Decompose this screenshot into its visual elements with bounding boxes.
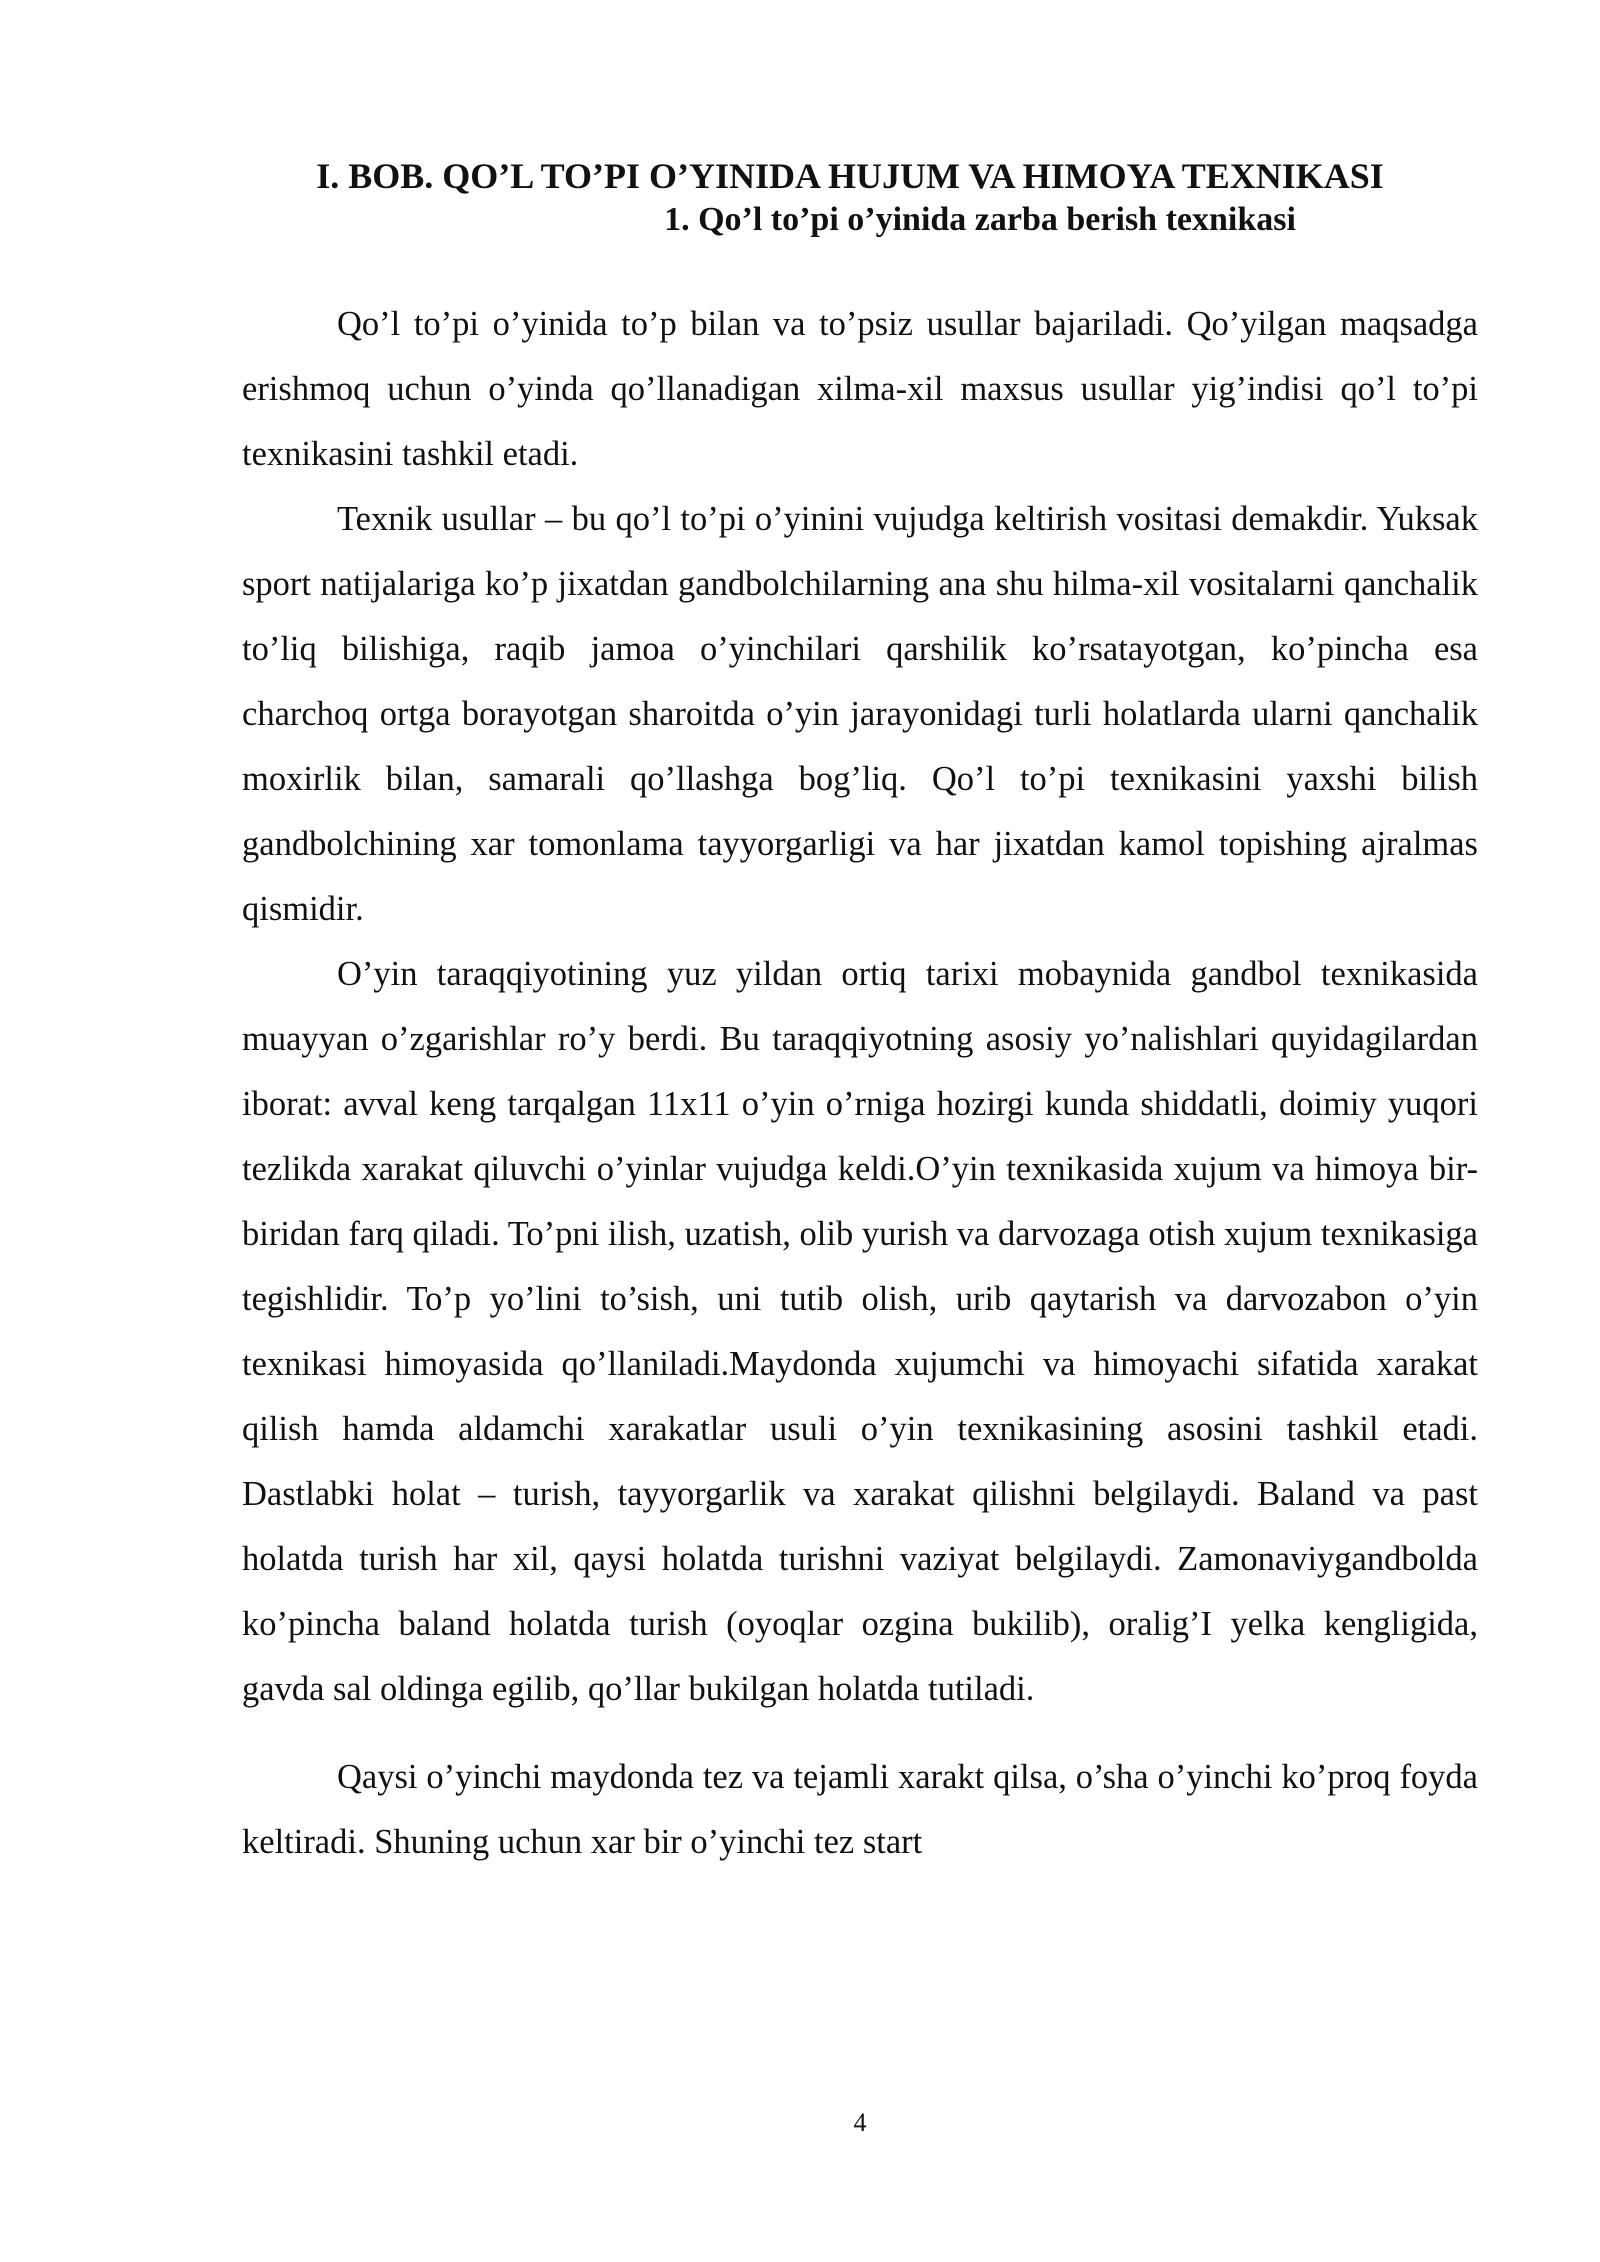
paragraph-1: Qo’l to’pi o’yinida to’p bilan va to’psiz usullar bajariladi. Qo’yilgan maqsadga erishmoq uchun o’yinda qo’llanadigan xilma-xil maxsus usullar yig’indisi qo’l to’pi texnikasini tashkil etadi.	[242, 305, 1478, 473]
paragraph-2: Texnik usullar – bu qo’l to’pi o’yinini vujudga keltirish vositasi demakdir. Yuksak sport natijalariga ko’p jixatdan gandbolchilarning ana shu hilma-xil vositalarni qanchalik to’liq bilishiga, raqib jamoa o’yinchilari qarshilik ko’rsatayotgan, ko’pincha esa charchoq ortga borayotgan sharoitda o’yin jarayonidagi turli holatlarda ularni qanchalik moxirlik bilan, samarali qo’llashga bog’liq. Qo’l to’pi texnikasini yaxshi bilish gandbolchining xar tomonlama tayyorgarligi va har jixatdan kamol topishing ajralmas qismidir.	[242, 500, 1478, 928]
section-title: 1. Qo’l to’pi o’yinida zarba berish texnikasi	[664, 201, 1296, 238]
paragraph-4: Qaysi o’yinchi maydonda tez va tejamli xarakt qilsa, o’sha o’yinchi ko’proq foyda keltiradi. Shuning uchun xar bir o’yinchi tez start	[242, 1758, 1478, 1861]
paragraph-3: O’yin taraqqiyotining yuz yildan ortiq tarixi mobaynida gandbol texnikasida muayyan o’zgarishlar ro’y berdi. Bu taraqqiyotning asosiy yo’nalishlari quyidagilardan iborat: avval keng tarqalgan 11x11 o’yin o’rniga hozirgi kunda shiddatli, doimiy yuqori tezlikda xarakat qiluvchi o’yinlar vujudga keldi.O’yin texnikasida xujum va himoya bir-biridan farq qiladi. To’pni ilish, uzatish, olib yurish va darvozaga otish xujum texnikasiga tegishlidir. To’p yo’lini to’sish, uni tutib olish, urib qaytarish va darvozabon o’yin texnikasi himoyasida qo’llaniladi.Maydonda xujumchi va himoyachi sifatida xarakat qilish hamda aldamchi xarakatlar usuli o’yin texnikasining asosini tashkil etadi. Dastlabki holat – turish, tayyorgarlik va xarakat qilishni belgilaydi. Baland va past holatda turish har xil, qaysi holatda turishni vaziyat belgilaydi. Zamonaviygandbolda ko’pincha baland holatda turish (oyoqlar ozgina bukilib), oralig’I yelka kengligida, gavda sal oldinga egilib, qo’llar bukilgan holatda tutiladi.	[242, 955, 1478, 1708]
body-text	[242, 292, 1478, 1875]
page-number: 4	[853, 2108, 867, 2137]
chapter-title: I. BOB. QO’L TO’PI O’YINIDA HUJUM VA HIMOYA TEXNIKASI	[316, 156, 1384, 196]
